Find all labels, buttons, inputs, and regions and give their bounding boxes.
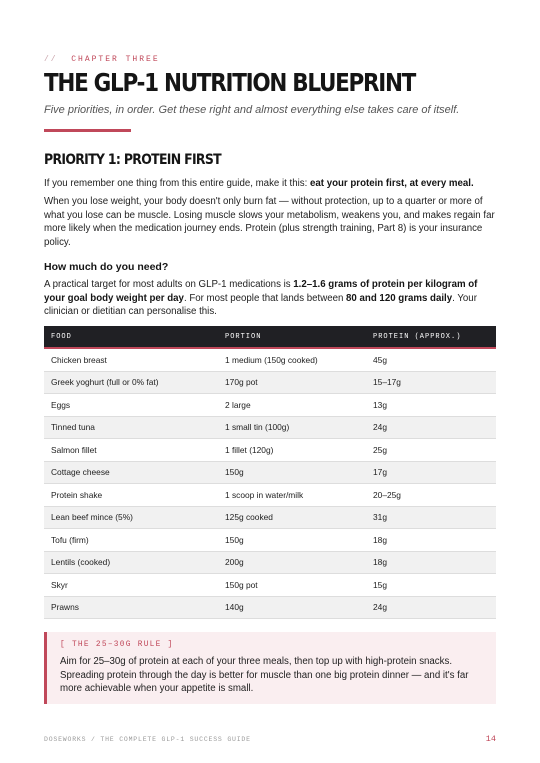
table-row [44, 574, 496, 597]
table-row [44, 349, 496, 372]
table-row [44, 552, 496, 575]
chapter-kicker [44, 55, 160, 64]
target-paragraph [44, 278, 496, 319]
column-header-portion: PORTION [225, 332, 262, 341]
cell-protein: 18g [373, 557, 387, 568]
table-row [44, 484, 496, 507]
cell-portion: 1 small tin (100g) [225, 422, 290, 433]
intro-text: If you remember one thing from this entire guide, make it this: [44, 178, 310, 189]
intro-bold: eat your protein first, at every meal. [310, 178, 474, 189]
cell-protein: 20–25g [373, 489, 401, 500]
cell-protein: 24g [373, 602, 387, 613]
cell-food: Tofu (firm) [51, 534, 89, 545]
chapter-title: THE GLP-1 NUTRITION BLUEPRINT [44, 68, 416, 97]
cell-protein: 25g [373, 444, 387, 455]
cell-food: Lentils (cooked) [51, 557, 111, 568]
callout-label: [ THE 25–30G RULE ] [60, 641, 174, 649]
rule-callout [44, 632, 496, 704]
cell-protein: 45g [373, 354, 387, 365]
table-header [44, 326, 496, 349]
table-row [44, 529, 496, 552]
cell-food: Lean beef mince (5%) [51, 512, 133, 523]
cell-portion: 150g [225, 467, 244, 478]
cell-portion: 2 large [225, 399, 251, 410]
table-row [44, 439, 496, 462]
cell-food: Prawns [51, 602, 79, 613]
cell-portion: 1 scoop in water/milk [225, 489, 304, 500]
table-row [44, 507, 496, 530]
table-row [44, 597, 496, 620]
table-row [44, 417, 496, 440]
cell-portion: 150g pot [225, 579, 258, 590]
cell-protein: 18g [373, 534, 387, 545]
section-heading: PRIORITY 1: PROTEIN FIRST [44, 152, 221, 168]
cell-protein: 17g [373, 467, 387, 478]
cell-food: Chicken breast [51, 354, 107, 365]
target-text-c: . For most people that lands between [183, 292, 347, 304]
cell-portion: 125g cooked [225, 512, 273, 523]
target-text-e: . Your clinician or dietitian can personalise this. [44, 292, 477, 318]
cell-protein: 31g [373, 512, 387, 523]
page-footer [44, 734, 496, 744]
column-header-protein: PROTEIN (APPROX.) [373, 332, 462, 341]
table-row [44, 394, 496, 417]
cell-portion: 1 fillet (120g) [225, 444, 274, 455]
cell-food: Greek yoghurt (full or 0% fat) [51, 377, 159, 388]
cell-protein: 13g [373, 399, 387, 410]
cell-portion: 140g [225, 602, 244, 613]
subheading: How much do you need? [44, 261, 169, 273]
table-row [44, 372, 496, 395]
cell-food: Salmon fillet [51, 444, 97, 455]
kicker-prefix: // [44, 55, 58, 64]
accent-rule [44, 129, 131, 132]
kicker-text: CHAPTER THREE [71, 55, 160, 64]
chapter-subtitle: Five priorities, in order. Get these right and almost everything else takes care of itself. [44, 104, 460, 116]
cell-portion: 170g pot [225, 377, 258, 388]
intro-paragraph [44, 177, 496, 191]
protein-table [44, 326, 496, 619]
cell-portion: 1 medium (150g cooked) [225, 354, 318, 365]
target-text-a: A practical target for most adults on GLP-1 medications is [44, 279, 294, 290]
footer-title: DOSEWORKS / THE COMPLETE GLP-1 SUCCESS GUIDE [44, 735, 251, 743]
cell-food: Tinned tuna [51, 422, 95, 433]
target-bold-d: 80 and 120 grams daily [346, 292, 453, 304]
cell-food: Skyr [51, 579, 68, 590]
cell-portion: 150g [225, 534, 244, 545]
cell-portion: 200g [225, 557, 244, 568]
page-number: 14 [485, 734, 496, 744]
cell-food: Protein shake [51, 489, 103, 500]
callout-text: Aim for 25–30g of protein at each of your three meals, then top up with high-protein snacks. Spreading protein through the day is better for muscle than one big protein dinner — and it's far more achievable when your appetite is small. [60, 656, 469, 695]
cell-protein: 24g [373, 422, 387, 433]
target-bold-b: 1.2–1.6 grams of protein per kilogram of your goal body weight per day [44, 279, 478, 304]
column-header-food: FOOD [51, 332, 72, 341]
cell-food: Cottage cheese [51, 467, 110, 478]
table-row [44, 462, 496, 485]
cell-protein: 15–17g [373, 377, 401, 388]
cell-food: Eggs [51, 399, 71, 410]
body-paragraph: When you lose weight, your body doesn't only burn fat — without protection, up to a quarter or more of what you lose can be muscle. Losing muscle slows your metabolism, weakens you, and makes regain far more likely when the medication journey ends. Protein (plus strength training, Part 8) is your insurance policy. [44, 196, 495, 248]
cell-protein: 15g [373, 579, 387, 590]
